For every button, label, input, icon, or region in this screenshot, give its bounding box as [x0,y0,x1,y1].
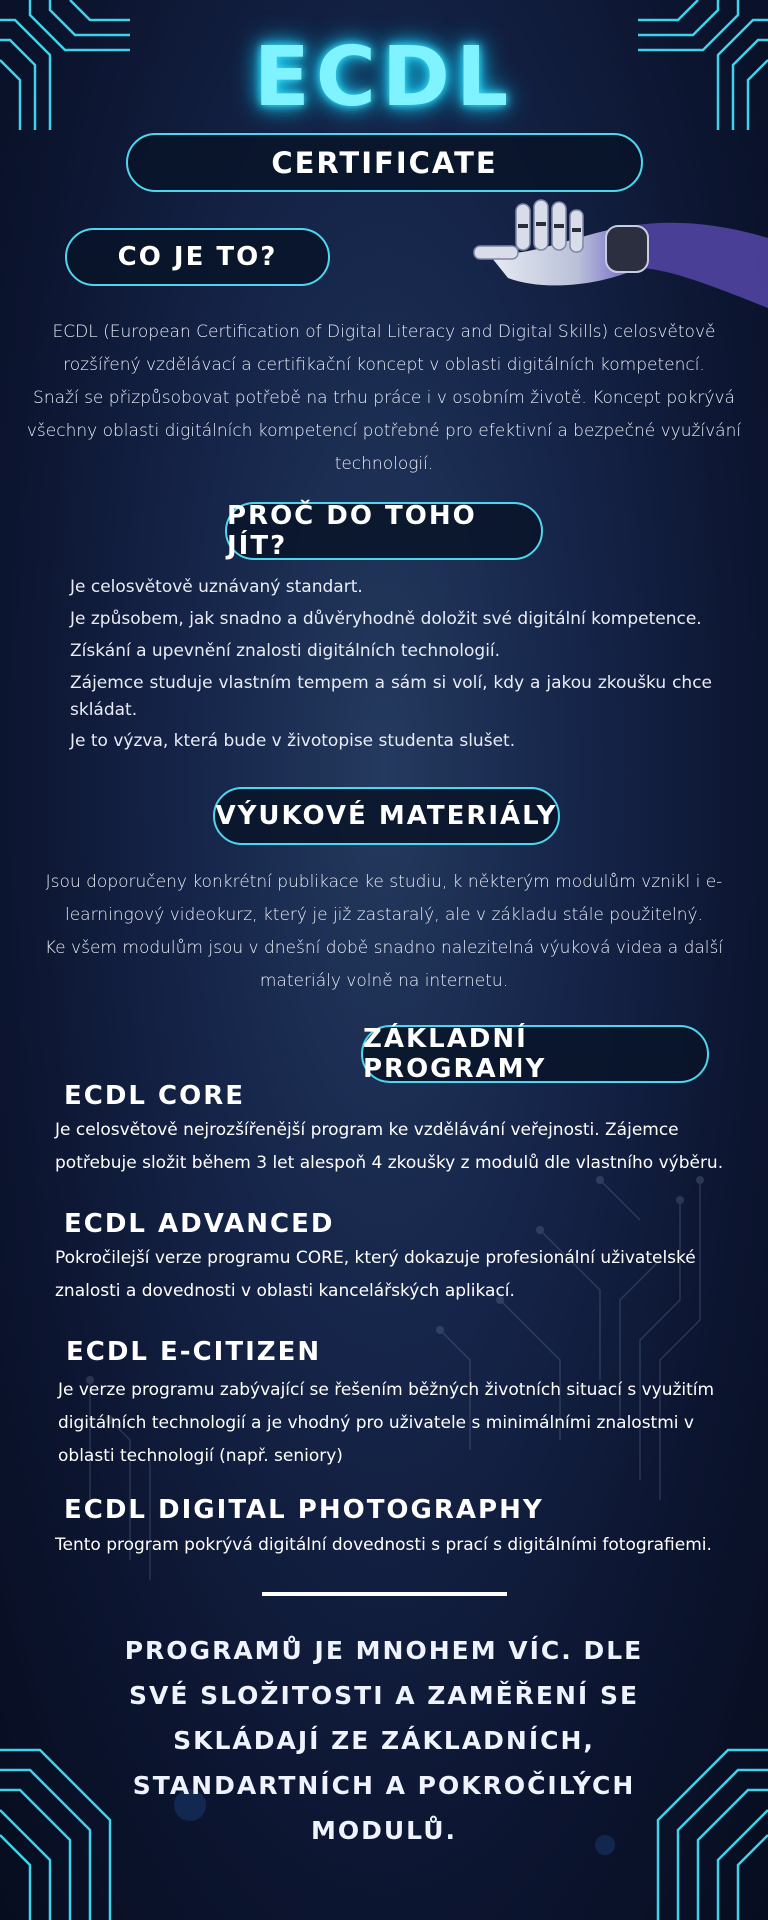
text-line: Je celosvětově nejrozšířenější program ke vzdělávání veřejnosti. Zájemce [55,1120,679,1140]
heading-materials-label: VÝUKOVÉ MATERIÁLY [215,801,558,831]
text-line: Jsou doporučeny konkrétní publikace ke studiu, k některým modulům vznikl i e- [45,872,723,892]
text-line: potřebuje složit během 3 let alespoň 4 zkoušky z modulů dle vlastního výběru. [55,1153,724,1173]
program-title-core: ECDL CORE [64,1081,246,1111]
materials-paragraph [0,866,768,998]
closing-line: SVÉ SLOŽITOSTI A ZAMĚŘENÍ SE [128,1681,640,1710]
heading-co-je-to-label: CO JE TO? [117,242,278,272]
text-line: znalosti a dovednosti v oblasti kancelářských aplikací. [55,1281,515,1301]
closing-line: STANDARTNÍCH A POKROČILÝCH [132,1771,636,1800]
text-line: ECDL (European Certification of Digital Literacy and Digital Skills) celosvětově [52,322,716,342]
robot-hand-image [468,198,768,318]
heading-proc-do-toho-jit [225,502,543,560]
list-item: Získání a upevnění znalosti digitálních technologií. [70,641,501,661]
certificate-banner [126,133,643,192]
program-title-ecitizen: ECDL E-CITIZEN [66,1337,322,1367]
text-line: Tento program pokrývá digitální dovednosti s prací s digitálními fotografiemi. [55,1535,712,1555]
text-line: oblasti technologií (např. seniory) [58,1446,343,1466]
closing-line: SKLÁDAJÍ ZE ZÁKLADNÍCH, [173,1726,595,1755]
why-list [70,574,712,754]
program-title-digital-photography: ECDL DIGITAL PHOTOGRAPHY [64,1495,544,1525]
list-item: Je celosvětově uznávaný standart. [70,577,363,597]
heading-zakladni-programy [361,1025,709,1083]
program-desc-ecitizen [58,1374,714,1473]
closing-statement [100,1628,668,1853]
text-line: learningový videokurz, který je již zastaralý, ale v základu stále použitelný. [65,905,703,925]
program-title-advanced: ECDL ADVANCED [64,1209,335,1239]
heading-co-je-to [65,228,330,286]
text-line: digitálních technologií a je vhodný pro uživatele s minimálními znalostmi v [58,1413,694,1433]
program-desc-core [55,1114,723,1180]
text-line: technologií. [334,454,434,474]
heading-proc-label: PROČ DO TOHO JÍT? [227,501,477,561]
list-item: Je způsobem, jak snadno a důvěryhodně doložit své digitální kompetence. [70,609,702,629]
what-paragraph [0,316,768,481]
certificate-label: CERTIFICATE [271,145,498,180]
list-item: Je to výzva, která bude v životopise studenta slušet. [70,731,516,751]
text-line: Snaží se přizpůsobovat potřebě na trhu práce i v osobním životě. Koncept pokrývá [33,388,735,408]
closing-line: PROGRAMŮ JE MNOHEM VÍC. DLE [124,1636,644,1665]
program-desc-digital-photography [55,1529,712,1562]
text-line: Je verze programu zabývající se řešením běžných životních situací s využitím [58,1380,715,1400]
text-line: Ke všem modulům jsou v dnešní době snadno nalezitelná výuková videa a další [44,938,724,958]
list-item: Zájemce studuje vlastním tempem a sám si volí, kdy a jakou zkoušku chce skládat. [70,673,712,720]
text-line: všechny oblasti digitálních kompetencí potřebné pro efektivní a bezpečné využívání [26,421,742,441]
program-desc-advanced [55,1242,696,1308]
text-line: Pokročilejší verze programu CORE, který dokazuje profesionální uživatelské [55,1248,696,1268]
page-title: ECDL [253,30,515,125]
heading-programs-label: ZÁKLADNÍ PROGRAMY [363,1024,547,1084]
text-line: rozšířený vzdělávací a certifikační koncept v oblasti digitálních kompetencí. [63,355,705,375]
section-divider [262,1592,507,1596]
heading-vyukove-materialy [213,787,560,845]
closing-line: MODULŮ. [310,1816,458,1845]
text-line: materiály volně na internetu. [259,971,509,991]
